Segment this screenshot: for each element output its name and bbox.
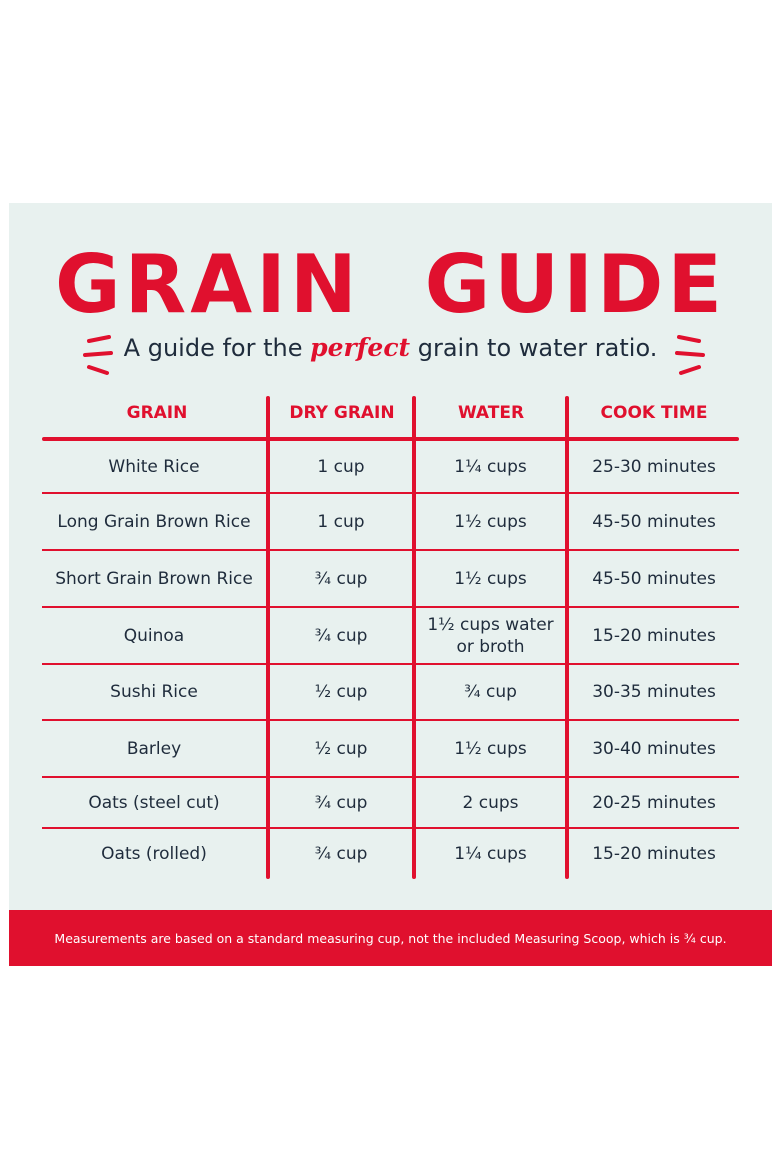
- cell-water: 1¼ cups: [454, 844, 527, 864]
- cell-cook-time: 25-30 minutes: [592, 456, 716, 477]
- cell-cook-time: 30-35 minutes: [592, 682, 716, 702]
- subtitle-emphasis: perfect: [310, 333, 411, 362]
- cell-cook-time: 45-50 minutes: [592, 568, 716, 589]
- cell-grain: Oats (rolled): [101, 844, 207, 864]
- cell-grain: White Rice: [108, 456, 200, 477]
- header-dry-grain: DRY GRAIN: [289, 403, 395, 423]
- subtitle-before: A guide for the: [123, 334, 311, 362]
- page-title: GRAIN GUIDE: [54, 238, 727, 331]
- cell-grain: Barley: [126, 738, 182, 759]
- footer-note: Measurements are based on a standard measuring cup, not the included Measuring Scoop, which is ¾ cup.: [9, 910, 772, 966]
- cell-cook-time: 30-40 minutes: [592, 738, 716, 759]
- cell-water: 2 cups: [462, 792, 519, 813]
- cell-water: 1½ cups: [454, 511, 527, 532]
- cell-grain: Quinoa: [123, 625, 185, 646]
- subtitle: [9, 331, 772, 365]
- cell-water: 1¼ cups: [454, 456, 527, 477]
- cell-dry-grain: ½ cup: [314, 682, 368, 702]
- header-water: WATER: [457, 403, 525, 423]
- cell-dry-grain: ½ cup: [314, 738, 368, 759]
- cell-water: ¾ cup: [464, 682, 517, 702]
- subtitle-after: grain to water ratio.: [410, 334, 658, 362]
- cell-dry-grain: 1 cup: [317, 511, 365, 532]
- header-cook-time: COOK TIME: [600, 403, 708, 423]
- cell-dry-grain: 1 cup: [317, 456, 365, 477]
- grain-guide-card: [9, 203, 772, 910]
- header-grain: GRAIN: [126, 403, 188, 423]
- cell-grain: Long Grain Brown Rice: [57, 511, 251, 532]
- cell-dry-grain: ¾ cup: [314, 792, 368, 813]
- cell-water: 1½ cups: [454, 568, 527, 589]
- cell-cook-time: 20-25 minutes: [592, 792, 716, 813]
- cell-water: 1½ cups: [454, 738, 527, 759]
- cell-dry-grain: ¾ cup: [314, 625, 368, 646]
- cell-cook-time: 15-20 minutes: [592, 625, 716, 646]
- cell-water: 1½ cups water or broth: [427, 614, 554, 657]
- cell-grain: Sushi Rice: [110, 682, 198, 702]
- cell-grain: Oats (steel cut): [88, 792, 220, 813]
- cell-dry-grain: ¾ cup: [314, 844, 368, 864]
- cell-grain: Short Grain Brown Rice: [55, 568, 253, 589]
- cell-cook-time: 15-20 minutes: [592, 844, 716, 864]
- accent-dashes-right-icon: [669, 333, 709, 383]
- cell-dry-grain: ¾ cup: [314, 568, 368, 589]
- cell-cook-time: 45-50 minutes: [592, 511, 716, 532]
